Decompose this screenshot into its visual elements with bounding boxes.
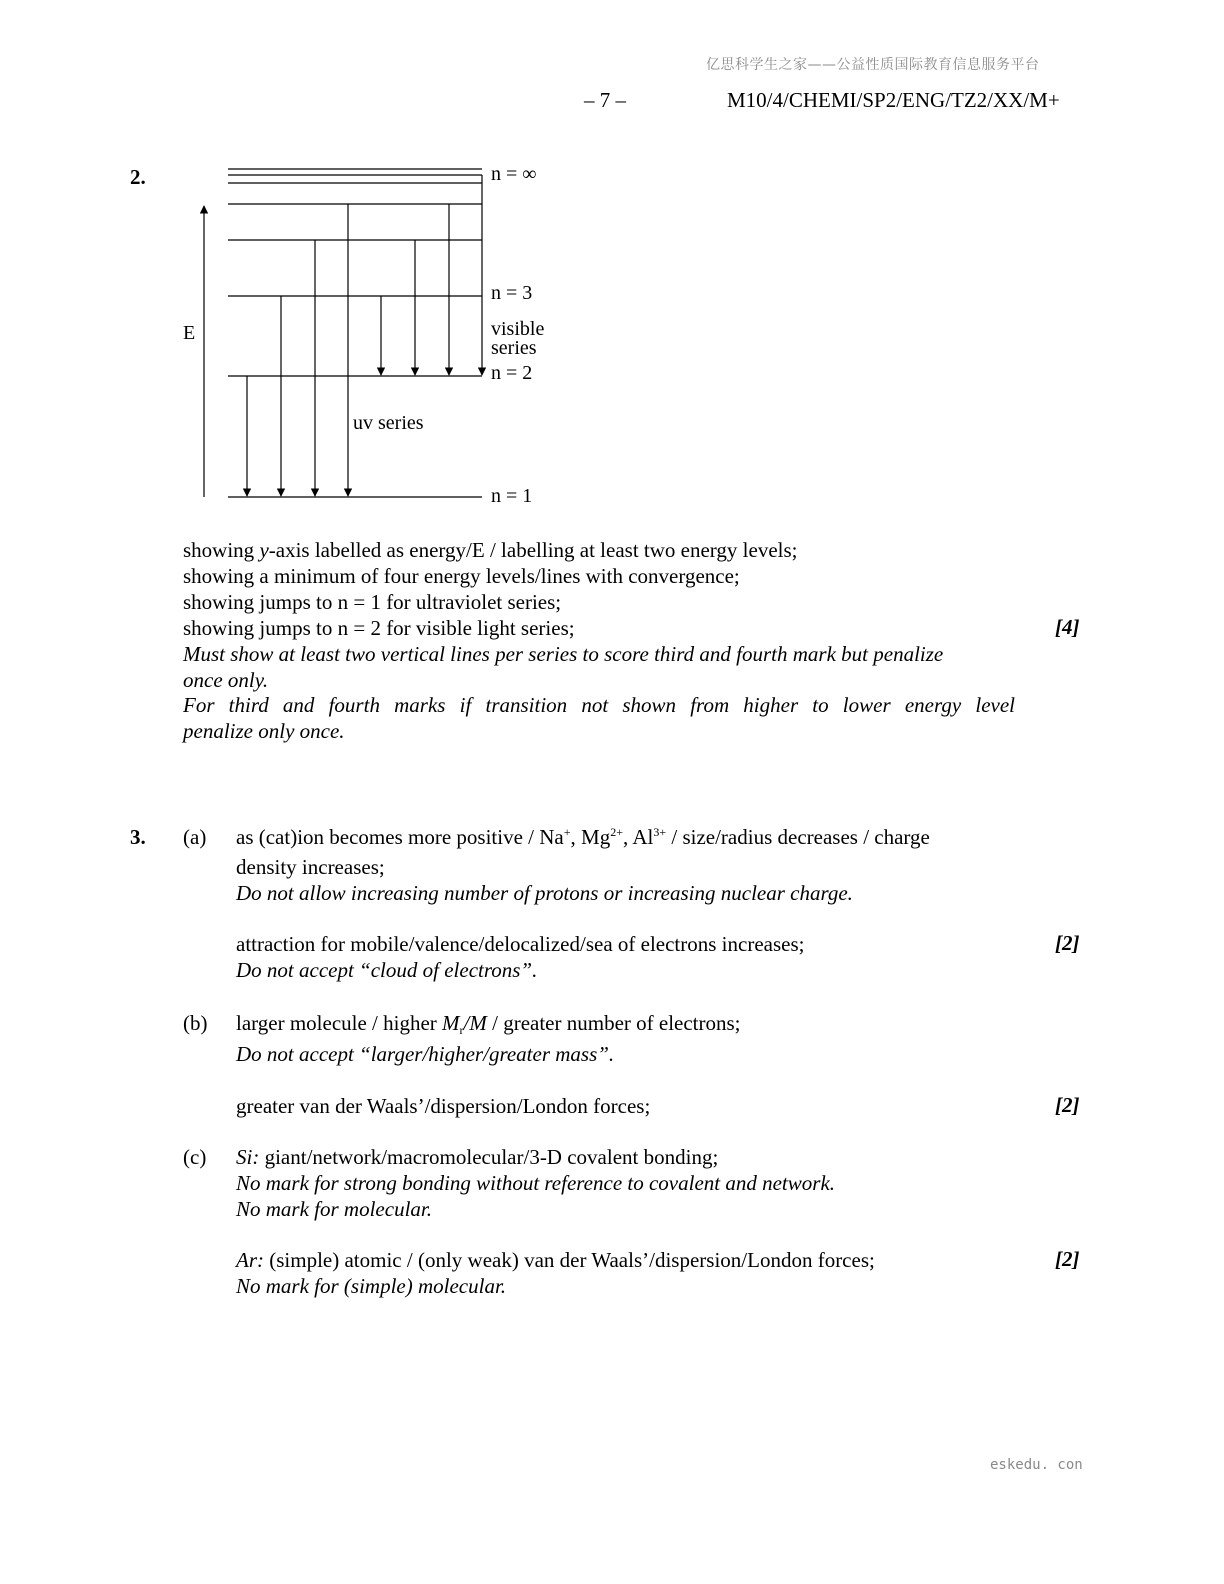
question-3-number: 3. — [130, 825, 146, 849]
part-b-label: (b) — [183, 1011, 208, 1035]
q3b-note: Do not accept “larger/higher/greater mass”. — [236, 1042, 615, 1066]
q2-point-3: showing jumps to n = 1 for ultraviolet series; — [183, 590, 562, 614]
level-label-n1: n = 1 — [491, 485, 533, 507]
level-label-n3: n = 3 — [491, 282, 533, 304]
visible-series-label: series — [491, 337, 537, 359]
part-a-label: (a) — [183, 825, 207, 849]
q2-point-2: showing a minimum of four energy levels/lines with convergence; — [183, 564, 740, 588]
q3c-note: No mark for (simple) molecular. — [236, 1274, 507, 1298]
q3b-marks: [2] — [1055, 1093, 1080, 1117]
uv-series-label: uv series — [353, 412, 424, 434]
q3c-note: No mark for strong bonding without reference to covalent and network. — [236, 1171, 836, 1195]
watermark-top: 亿思科学生之家——公益性质国际教育信息服务平台 — [706, 57, 1040, 73]
part-c-label: (c) — [183, 1145, 207, 1169]
q2-note: For third and fourth marks if transition not shown from higher to lower energy level — [183, 693, 1015, 717]
q3a-note: Do not allow increasing number of protons or increasing nuclear charge. — [236, 881, 853, 905]
q2-note: once only. — [183, 668, 269, 692]
level-label-n2: n = 2 — [491, 362, 533, 384]
question-2-number: 2. — [130, 165, 146, 189]
q2-note: penalize only once. — [183, 719, 345, 743]
q2-marks: [4] — [1055, 615, 1080, 639]
q3a-point-1: as (cat)ion becomes more positive / Na+, $Mg^{2+}$, $Al^{3+}$ / size/radius decreases / charge — [236, 825, 930, 849]
level-label-n-infinity: n = ∞ — [491, 163, 537, 185]
q3b-point-1: larger molecule / higher $M_r/M$ / greater number of electrons; — [236, 1011, 741, 1037]
q2-point-1: showing y-axis labelled as energy/E / labelling at least two energy levels; — [183, 538, 798, 562]
q3a-point-1-cont: density increases; — [236, 855, 385, 879]
q2-note: Must show at least two vertical lines per series to score third and fourth mark but penalize — [183, 642, 944, 666]
q3a-marks: [2] — [1055, 931, 1080, 955]
page-number: – 7 – — [584, 88, 626, 112]
paper-code: M10/4/CHEMI/SP2/ENG/TZ2/XX/M+ — [727, 88, 1060, 112]
energy-level-diagram — [0, 0, 1224, 520]
q2-point-4: showing jumps to n = 2 for visible light series; — [183, 616, 575, 640]
watermark-bottom: eskedu. con — [990, 1457, 1083, 1473]
q3a-note: Do not accept “cloud of electrons”. — [236, 958, 538, 982]
visible-series-label: visible — [491, 318, 545, 340]
q3b-point-2: greater van der Waals’/dispersion/London forces; — [236, 1094, 651, 1118]
q3c-marks: [2] — [1055, 1247, 1080, 1271]
q3c-ar-point: Ar: (simple) atomic / (only weak) van der Waals’/dispersion/London forces; — [236, 1248, 875, 1272]
q3c-si-point: Si: giant/network/macromolecular/3-D covalent bonding; — [236, 1145, 719, 1169]
energy-axis-label: E — [183, 322, 196, 344]
q3c-note: No mark for molecular. — [236, 1197, 432, 1221]
q3a-point-2: attraction for mobile/valence/delocalized/sea of electrons increases; — [236, 932, 805, 956]
